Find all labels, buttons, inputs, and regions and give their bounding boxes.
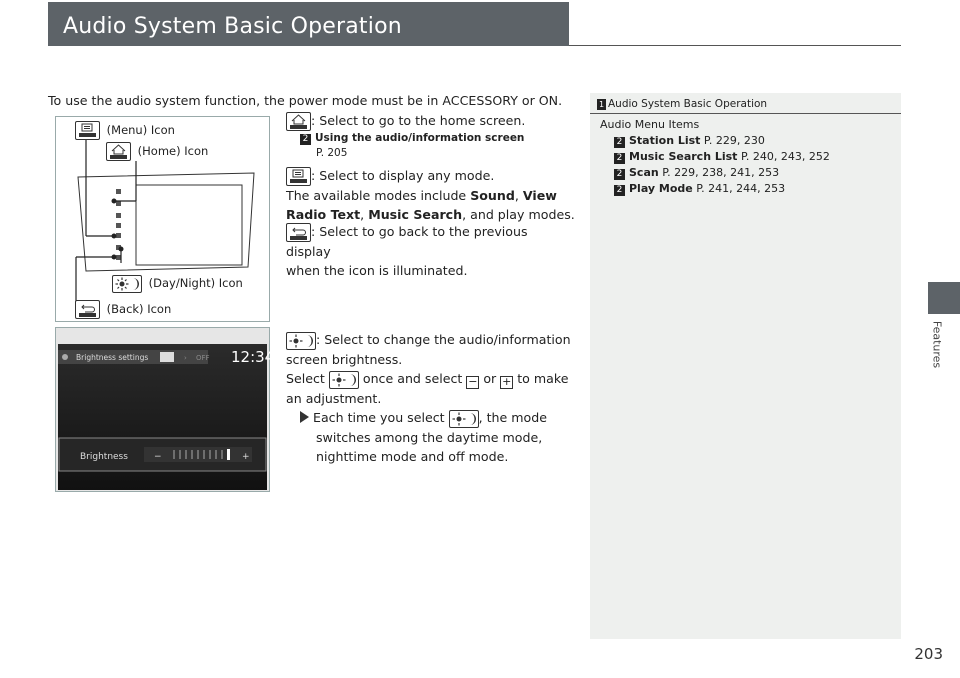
home-reference: [300, 131, 576, 146]
daynight-icon-callout: [112, 275, 243, 293]
arrow-icon: 2: [614, 185, 625, 196]
modes-text-a: The available modes include: [286, 188, 471, 203]
item-name: Music Search List: [629, 150, 738, 163]
brightness-settings-header: Brightness settings: [76, 353, 149, 362]
menu-description-text: : Select to display any mode.: [311, 168, 495, 183]
home-icon-callout: [106, 142, 208, 161]
item-pages: P. 241, 244, 253: [692, 182, 786, 195]
each-text-b: , the mode: [478, 410, 548, 425]
brightness-description-line4: an adjustment.: [286, 391, 382, 406]
notes-content: [600, 117, 830, 197]
mode-music-search: Music Search: [368, 207, 463, 222]
day-night-icon: [286, 332, 316, 350]
each-line3: nighttime mode and off mode.: [316, 449, 509, 464]
each-text-a: Each time you select: [313, 410, 449, 425]
mode-sound: Sound: [470, 188, 515, 203]
home-reference-page: P. 205: [316, 147, 348, 159]
day-night-icon: [329, 371, 359, 389]
back-icon: [286, 223, 311, 242]
list-item: [614, 149, 830, 165]
modes-text-b: , and play modes.: [462, 207, 575, 222]
day-night-icon: [112, 275, 142, 293]
page-title: Audio System Basic Operation: [63, 14, 402, 39]
back-icon-label: (Back) Icon: [106, 302, 172, 316]
plus-icon: +: [502, 375, 512, 388]
back-icon: [75, 300, 100, 319]
select-text-b: once and select: [358, 371, 467, 386]
item-pages: P. 240, 243, 252: [737, 150, 830, 163]
mode-radio-text: Radio Text: [286, 207, 361, 222]
triangle-bullet-icon: [300, 411, 309, 423]
menu-icon: [286, 167, 311, 186]
brightness-screen: [56, 328, 275, 491]
each-line2: switches among the daytime mode,: [316, 430, 543, 445]
home-description-text: : Select to go to the home screen.: [311, 113, 526, 128]
list-item: [614, 133, 830, 149]
section-label: [930, 316, 944, 376]
intro-text: To use the audio system function, the power mode must be in ACCESSORY or ON.: [48, 93, 563, 108]
home-icon: [286, 112, 311, 131]
brightness-description-text: : Select to change the audio/information: [316, 332, 571, 347]
item-name: Play Mode: [629, 182, 693, 195]
list-item: [614, 165, 830, 181]
home-icon-label: (Home) Icon: [137, 144, 209, 158]
arrow-icon: 2: [614, 153, 625, 164]
comma: ,: [514, 188, 523, 203]
minus-icon: −: [468, 375, 478, 388]
clock: 12:34: [231, 348, 275, 366]
item-name: Scan: [629, 166, 659, 179]
arrow-icon: 2: [300, 134, 311, 145]
menu-items-title: Audio Menu Items: [600, 118, 700, 131]
notes-heading-text: Audio System Basic Operation: [608, 98, 768, 110]
brightness-minus: −: [154, 452, 162, 462]
back-icon-callout: [75, 300, 171, 319]
mode-view: View: [522, 188, 557, 203]
back-description-line2: when the icon is illuminated.: [286, 263, 468, 278]
list-item: [614, 181, 830, 197]
home-description: [286, 111, 576, 161]
svg-text:›: ›: [184, 354, 187, 362]
title-rule: [569, 45, 901, 46]
select-text-a: Select: [286, 371, 329, 386]
off-label: OFF: [196, 354, 210, 362]
brightness-label: Brightness: [80, 452, 128, 462]
item-name: Station List: [629, 134, 701, 147]
menu-icon-label: (Menu) Icon: [106, 123, 175, 137]
back-description: [286, 222, 576, 280]
brightness-plus: +: [242, 452, 250, 462]
or-text: or: [479, 371, 501, 386]
item-pages: P. 229, 230: [700, 134, 765, 147]
page-number: 203: [914, 645, 943, 663]
home-icon: [106, 142, 131, 161]
select-text-c: to make: [513, 371, 569, 386]
arrow-icon: 2: [614, 169, 625, 180]
brightness-description-line2: screen brightness.: [286, 352, 403, 367]
item-pages: P. 229, 238, 241, 253: [658, 166, 780, 179]
brightness-screen-figure: [55, 327, 275, 492]
section-tab: [928, 282, 960, 314]
arrow-icon: 2: [614, 137, 625, 148]
day-night-icon: [449, 410, 479, 428]
menu-icon: [75, 121, 100, 140]
menu-description: [286, 166, 576, 224]
comma: ,: [360, 207, 369, 222]
notes-heading: [597, 98, 767, 110]
section-label-text: Features: [930, 320, 944, 369]
brightness-description: [286, 330, 576, 466]
home-reference-label: Using the audio/information screen: [315, 132, 525, 144]
menu-icon-callout: [75, 121, 175, 140]
note-number-icon: 1: [598, 100, 605, 109]
daynight-icon-label: (Day/Night) Icon: [148, 276, 243, 290]
back-description-text: : Select to go back to the previous display: [286, 224, 528, 259]
